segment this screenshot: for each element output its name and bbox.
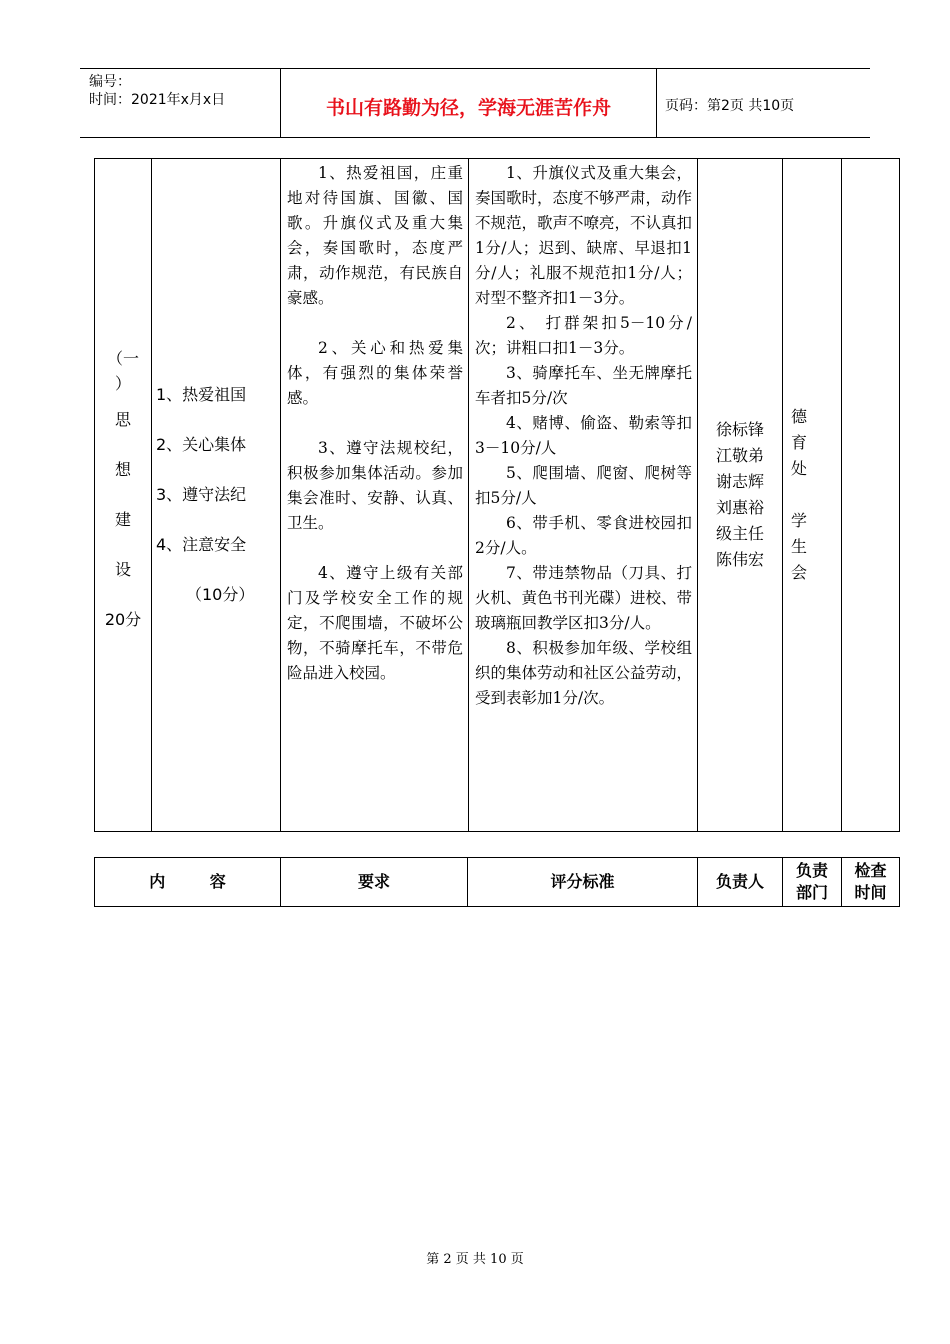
- standards-cell: [469, 159, 698, 832]
- requirements-cell: [281, 159, 469, 832]
- standard: 2、 打群架扣5－10分/次；讲粗口扣1－3分。: [475, 314, 692, 357]
- standard: 7、带违禁物品（刀具、打火机、黄色书刊光碟）进校、带玻璃瓶回教学区扣3分/人。: [475, 564, 693, 632]
- document-header: [80, 68, 870, 138]
- col-dept: 负责部门: [783, 858, 842, 907]
- item: 2、关心集体: [156, 435, 247, 454]
- requirement: 2、关心和热爱集体，有强烈的集体荣誉感。: [287, 339, 463, 407]
- column-header-table: [94, 857, 900, 907]
- page-info: 页码：第2页 共10页: [665, 98, 795, 114]
- requirement: 4、遵守上级有关部门及学校安全工作的规定，不爬围墙，不破坏公物，不骑摩托车，不带危险品进入校园。: [287, 564, 463, 682]
- standard: 8、积极参加年级、学校组织的集体劳动和社区公益劳动，受到表彰加1分/次。: [475, 639, 693, 707]
- header-meta: [80, 69, 281, 137]
- person: 刘惠裕: [715, 498, 764, 517]
- item: 4、注意安全: [156, 535, 247, 554]
- item-points: （10分）: [186, 585, 255, 604]
- category-line: （一: [106, 349, 139, 368]
- number-label: 编号：: [89, 74, 131, 90]
- dept-char: 学: [791, 511, 808, 530]
- item: 1、热爱祖国: [156, 385, 247, 404]
- col-check-time: 检查时间: [842, 858, 900, 907]
- dept-char: 德: [791, 407, 808, 426]
- person: 级主任: [715, 524, 764, 543]
- item: 3、遵守法纪: [156, 485, 247, 504]
- requirement: 1、热爱祖国，庄重地对待国旗、国徽、国歌。升旗仪式及重大集会，奏国歌时，态度严肃，动作规范，有民族自豪感。: [287, 164, 463, 307]
- person: 谢志辉: [715, 472, 764, 491]
- person: 徐标锋: [715, 420, 764, 439]
- standard: 6、带手机、零食进校园扣2分/人。: [475, 514, 692, 557]
- col-person: 负责人: [698, 858, 783, 907]
- category-line: ）: [114, 374, 131, 393]
- header-motto-cell: [281, 69, 657, 137]
- col-standard: 评分标准: [468, 858, 698, 907]
- motto: 书山有路勤为径，学海无涯苦作舟: [325, 97, 611, 119]
- check-time-cell: [842, 159, 900, 832]
- standard: 4、赌博、偷盗、勒索等扣3－10分/人: [475, 414, 692, 457]
- person: 江敬弟: [715, 446, 764, 465]
- standard: 5、爬围墙、爬窗、爬树等扣5分/人: [475, 464, 692, 507]
- dept-char: 育: [791, 433, 808, 452]
- person: 陈伟宏: [715, 550, 764, 569]
- page-footer: 第 2 页 共 10 页: [426, 1252, 524, 1267]
- standard: 1、升旗仪式及重大集会，奏国歌时，态度不够严肃，动作不规范，歌声不嘹亮，不认真扣1分/人；迟到、缺席、早退扣1分/人；礼服不规范扣1分/人；对型不整齐扣1－3分。: [475, 164, 693, 307]
- category-line: 建: [114, 510, 131, 529]
- col-requirement: 要求: [281, 858, 468, 907]
- category-line: 设: [114, 560, 131, 579]
- dept-char: 会: [791, 563, 808, 582]
- category-cell: [95, 159, 152, 832]
- col-content: 内 容: [95, 858, 281, 907]
- category-line: 思: [114, 410, 131, 429]
- dept-spacer: [791, 482, 841, 508]
- standard: 3、骑摩托车、坐无牌摩托车者扣5分/次: [475, 364, 692, 407]
- people-cell: [698, 159, 783, 832]
- rules-table: [94, 158, 900, 832]
- category-line: 想: [114, 460, 131, 479]
- dept-cell: [783, 159, 842, 832]
- items-cell: [152, 159, 281, 832]
- header-page-cell: [657, 69, 870, 137]
- dept-char: 处: [791, 459, 808, 478]
- dept-char: 生: [791, 537, 808, 556]
- time-label: 时间：2021年x月x日: [89, 92, 226, 108]
- category-line: 20分: [104, 610, 142, 629]
- requirement: 3、遵守法规校纪，积极参加集体活动。参加集会准时、安静、认真、卫生。: [287, 439, 463, 532]
